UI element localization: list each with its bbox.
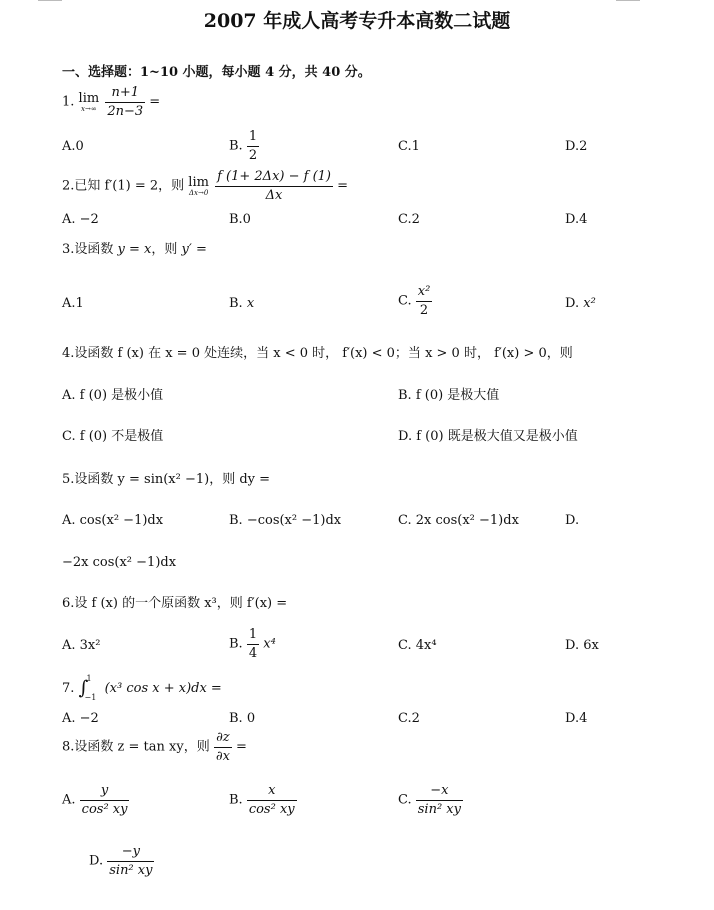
option-d: D. $\frac{-y}{\text{sin² xy}}$ xyxy=(89,844,153,878)
question-7: 7. ∫ 1 −1 (x³ cos x + x)dx = xyxy=(62,674,222,702)
page-title: 2007 年成人高考专升本高数二试题 xyxy=(203,10,511,32)
question-5: 5.设函数 y = sin(x² −1)，则 dy = xyxy=(62,472,271,487)
question-2: 2.已知 f′(1) = 2，则 lim Δx→0 $\frac{f (1+ 2\Delta x) - f (1)}{\Delta x}$ = xyxy=(62,169,349,203)
option-b: B. 0 xyxy=(229,711,256,726)
fraction: $\frac{n+1}{2n-3}$ xyxy=(107,85,144,119)
option-b: B.0 xyxy=(229,212,251,227)
question-8: 8.设函数 z = tan xy，则 $\frac{\partial z}{\partial x}$ = xyxy=(62,730,247,764)
limit-operator: lim x→∞ xyxy=(78,90,100,113)
integral-sign: ∫ 1 −1 xyxy=(78,674,97,702)
question-number: 1. xyxy=(62,94,75,110)
option-d: D.4 xyxy=(565,711,588,726)
option-c: C. $\frac{-x}{\text{sin² xy}}$ xyxy=(398,783,461,817)
option-b: B. $\frac{1}{2}$ xyxy=(229,129,258,163)
option-b: B. $\frac{x}{\text{cos² xy}}$ xyxy=(229,783,295,817)
option-a: A. 3x² xyxy=(62,638,101,653)
limit-operator: lim Δx→0 xyxy=(188,174,209,197)
partial-derivative: $\frac{\partial z}{\partial x}$ xyxy=(215,730,230,764)
page-edge-mark xyxy=(38,0,62,1)
question-3: 3.设函数 y = x，则 y′ = xyxy=(62,242,207,257)
option-a: A. cos(x² −1)dx xyxy=(62,513,164,528)
section-heading: 一、选择题：1~10 小题，每小题 4 分，共 40 分。 xyxy=(62,65,371,80)
option-a: A. $\frac{y}{\text{cos² xy}}$ xyxy=(62,783,128,817)
fraction: $\frac{f (1+ 2\Delta x) - f (1)}{\Delta x}$ xyxy=(217,169,331,203)
option-c: C. 4x⁴ xyxy=(398,638,437,653)
option-b: B. f (0) 是极大值 xyxy=(398,388,500,403)
option-a: A. −2 xyxy=(62,212,99,227)
option-d: D. f (0) 既是极大值又是极小值 xyxy=(398,429,578,444)
option-d: D. 6x xyxy=(565,638,599,653)
option-a: A. f (0) 是极小值 xyxy=(62,388,164,403)
question-6: 6.设 f (x) 的一个原函数 x³，则 f′(x) = xyxy=(62,596,288,611)
option-c: C.2 xyxy=(398,711,420,726)
option-d: −2x cos(x² −1)dx xyxy=(62,555,177,570)
option-b: B. −cos(x² −1)dx xyxy=(229,513,342,528)
question-1: 1. lim x→∞ $\frac{n+1}{2n-3}$ = xyxy=(62,85,161,119)
option-d: D.4 xyxy=(565,212,588,227)
option-d-label: D. xyxy=(565,513,580,528)
option-b: B. $\frac{1}{4}$ x⁴ xyxy=(229,627,276,661)
option-a: A.1 xyxy=(62,296,84,311)
option-c: C.2 xyxy=(398,212,420,227)
option-d: D.2 xyxy=(565,139,588,154)
option-c: C. $\frac{\text{x²}}{2}$ xyxy=(398,284,431,318)
option-c: C. f (0) 不是极值 xyxy=(62,429,164,444)
option-c: C. 2x cos(x² −1)dx xyxy=(398,513,519,528)
option-b: B. x xyxy=(229,296,255,311)
option-c: C.1 xyxy=(398,139,420,154)
question-4: 4.设函数 f (x) 在 x = 0 处连续，当 x < 0 时， f′(x) < 0；当 x > 0 时， f′(x) > 0，则 xyxy=(62,346,573,361)
page-edge-mark xyxy=(616,0,640,1)
option-a: A. −2 xyxy=(62,711,99,726)
option-a: A.0 xyxy=(62,139,84,154)
option-d: D. x² xyxy=(565,296,596,311)
